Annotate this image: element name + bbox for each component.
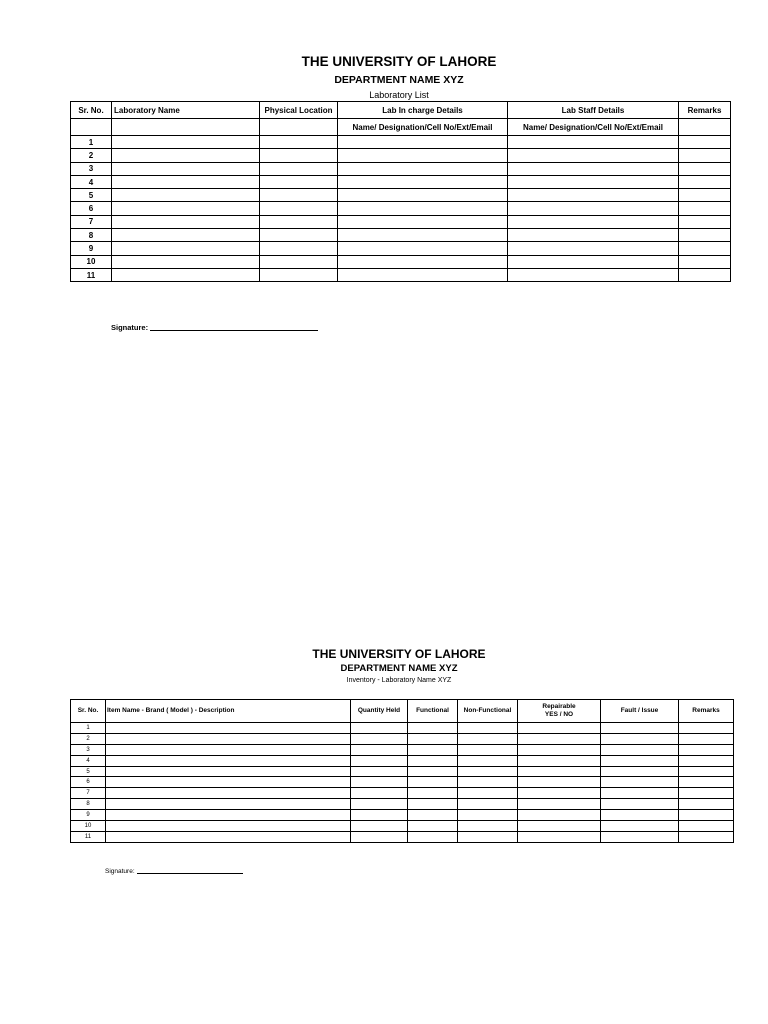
- repairable-cell[interactable]: [518, 810, 601, 821]
- repairable-cell[interactable]: [518, 831, 601, 842]
- non-functional-cell[interactable]: [458, 755, 518, 766]
- table-row: [71, 810, 734, 821]
- item-description-cell[interactable]: [106, 788, 351, 799]
- fault-issue-cell[interactable]: [601, 755, 679, 766]
- header-physical-location: Physical Location: [260, 102, 338, 119]
- header-non-functional: Non-Functional: [458, 700, 518, 723]
- functional-cell[interactable]: [408, 831, 458, 842]
- laboratory-name-cell[interactable]: [112, 268, 260, 281]
- functional-cell[interactable]: [408, 777, 458, 788]
- row-number: 5: [71, 189, 112, 202]
- physical-location-cell[interactable]: [260, 149, 338, 162]
- table-row: [71, 777, 734, 788]
- repairable-cell[interactable]: [518, 744, 601, 755]
- subheader-staff-details: Name/ Designation/Cell No/Ext/Email: [508, 119, 679, 136]
- item-description-cell[interactable]: [106, 766, 351, 777]
- repairable-cell[interactable]: [518, 733, 601, 744]
- remarks-cell[interactable]: [679, 242, 731, 255]
- header-quantity-held: Quantity Held: [351, 700, 408, 723]
- remarks-cell[interactable]: [679, 162, 731, 175]
- physical-location-cell[interactable]: [260, 202, 338, 215]
- remarks-cell[interactable]: [679, 766, 734, 777]
- physical-location-cell[interactable]: [260, 189, 338, 202]
- header-sr-no: Sr. No.: [71, 700, 106, 723]
- non-functional-cell[interactable]: [458, 744, 518, 755]
- remarks-cell[interactable]: [679, 268, 731, 281]
- header-repairable: [518, 700, 601, 723]
- header-remarks: Remarks: [679, 102, 731, 119]
- table-row: [71, 202, 731, 215]
- form1-signature: [111, 323, 318, 332]
- lab-staff-cell[interactable]: [508, 162, 679, 175]
- table-row: [71, 268, 731, 281]
- remarks-cell[interactable]: [679, 255, 731, 268]
- physical-location-cell[interactable]: [260, 136, 338, 149]
- fault-issue-cell[interactable]: [601, 799, 679, 810]
- row-number: 2: [71, 733, 106, 744]
- lab-incharge-cell[interactable]: [338, 215, 508, 228]
- remarks-cell[interactable]: [679, 799, 734, 810]
- remarks-cell[interactable]: [679, 229, 731, 242]
- item-description-cell[interactable]: [106, 810, 351, 821]
- physical-location-cell[interactable]: [260, 162, 338, 175]
- functional-cell[interactable]: [408, 799, 458, 810]
- lab-incharge-cell[interactable]: [338, 242, 508, 255]
- lab-staff-cell[interactable]: [508, 242, 679, 255]
- non-functional-cell[interactable]: [458, 733, 518, 744]
- table-row: [71, 831, 734, 842]
- quantity-held-cell[interactable]: [351, 733, 408, 744]
- row-number: 9: [71, 242, 112, 255]
- lab-incharge-cell[interactable]: [338, 189, 508, 202]
- row-number: 2: [71, 149, 112, 162]
- lab-incharge-cell[interactable]: [338, 255, 508, 268]
- remarks-cell[interactable]: [679, 149, 731, 162]
- table-row: [71, 189, 731, 202]
- item-description-cell[interactable]: [106, 733, 351, 744]
- fault-issue-cell[interactable]: [601, 723, 679, 734]
- row-number: 8: [71, 799, 106, 810]
- laboratory-name-cell[interactable]: [112, 162, 260, 175]
- fault-issue-cell[interactable]: [601, 733, 679, 744]
- remarks-cell[interactable]: [679, 733, 734, 744]
- remarks-cell[interactable]: [679, 189, 731, 202]
- quantity-held-cell[interactable]: [351, 821, 408, 832]
- signature-line[interactable]: [150, 330, 318, 331]
- laboratory-name-cell[interactable]: [112, 229, 260, 242]
- physical-location-cell[interactable]: [260, 215, 338, 228]
- remarks-cell[interactable]: [679, 777, 734, 788]
- quantity-held-cell[interactable]: [351, 777, 408, 788]
- table-header-row: [71, 700, 734, 723]
- row-number: 11: [71, 831, 106, 842]
- fault-issue-cell[interactable]: [601, 777, 679, 788]
- header-functional: Functional: [408, 700, 458, 723]
- fault-issue-cell[interactable]: [601, 788, 679, 799]
- signature-label: Signature:: [111, 323, 149, 332]
- table-row: [71, 242, 731, 255]
- lab-incharge-cell[interactable]: [338, 202, 508, 215]
- lab-staff-cell[interactable]: [508, 215, 679, 228]
- repairable-cell[interactable]: [518, 799, 601, 810]
- non-functional-cell[interactable]: [458, 777, 518, 788]
- remarks-cell[interactable]: [679, 136, 731, 149]
- non-functional-cell[interactable]: [458, 799, 518, 810]
- header-item-description: Item Name - Brand ( Model ) - Description: [106, 700, 351, 723]
- form2-department: DEPARTMENT NAME XYZ: [340, 663, 458, 674]
- functional-cell[interactable]: [408, 744, 458, 755]
- row-number: 3: [71, 744, 106, 755]
- table-row: [71, 821, 734, 832]
- repairable-cell[interactable]: [518, 766, 601, 777]
- remarks-cell[interactable]: [679, 755, 734, 766]
- signature-line[interactable]: [137, 873, 243, 874]
- row-number: 3: [71, 162, 112, 175]
- row-number: 6: [71, 202, 112, 215]
- header-lab-incharge: Lab In charge Details: [338, 102, 508, 119]
- row-number: 7: [71, 215, 112, 228]
- row-number: 5: [71, 766, 106, 777]
- quantity-held-cell[interactable]: [351, 831, 408, 842]
- lab-incharge-cell[interactable]: [338, 162, 508, 175]
- laboratory-name-cell[interactable]: [112, 175, 260, 188]
- functional-cell[interactable]: [408, 755, 458, 766]
- lab-staff-cell[interactable]: [508, 189, 679, 202]
- repairable-cell[interactable]: [518, 777, 601, 788]
- lab-staff-cell[interactable]: [508, 268, 679, 281]
- table-row: [71, 175, 731, 188]
- remarks-cell[interactable]: [679, 810, 734, 821]
- table-row: [71, 766, 734, 777]
- physical-location-cell[interactable]: [260, 255, 338, 268]
- laboratory-name-cell[interactable]: [112, 255, 260, 268]
- laboratory-name-cell[interactable]: [112, 189, 260, 202]
- quantity-held-cell[interactable]: [351, 766, 408, 777]
- table-header-row: [71, 102, 731, 119]
- row-number: 11: [71, 268, 112, 281]
- lab-staff-cell[interactable]: [508, 136, 679, 149]
- lab-incharge-cell[interactable]: [338, 229, 508, 242]
- header-repairable-options: YES / NO: [544, 711, 574, 718]
- item-description-cell[interactable]: [106, 723, 351, 734]
- lab-staff-cell[interactable]: [508, 149, 679, 162]
- item-description-cell[interactable]: [106, 821, 351, 832]
- table-row: [71, 723, 734, 734]
- remarks-cell[interactable]: [679, 744, 734, 755]
- table-row: [71, 799, 734, 810]
- subheader-empty: [679, 119, 731, 136]
- remarks-cell[interactable]: [679, 175, 731, 188]
- fault-issue-cell[interactable]: [601, 831, 679, 842]
- table-row: [71, 755, 734, 766]
- repairable-cell[interactable]: [518, 723, 601, 734]
- remarks-cell[interactable]: [679, 788, 734, 799]
- form2-subtitle: Inventory - Laboratory Name XYZ: [346, 677, 452, 684]
- repairable-cell[interactable]: [518, 755, 601, 766]
- header-repairable-label: Repairable: [542, 703, 576, 710]
- table-row: [71, 162, 731, 175]
- row-number: 8: [71, 229, 112, 242]
- lab-incharge-cell[interactable]: [338, 149, 508, 162]
- laboratory-name-cell[interactable]: [112, 136, 260, 149]
- non-functional-cell[interactable]: [458, 821, 518, 832]
- item-description-cell[interactable]: [106, 755, 351, 766]
- functional-cell[interactable]: [408, 821, 458, 832]
- header-sr-no: Sr. No.: [71, 102, 112, 119]
- quantity-held-cell[interactable]: [351, 810, 408, 821]
- table-row: [71, 744, 734, 755]
- quantity-held-cell[interactable]: [351, 755, 408, 766]
- header-laboratory-name: Laboratory Name: [112, 102, 260, 119]
- remarks-cell[interactable]: [679, 723, 734, 734]
- table-row: [71, 229, 731, 242]
- item-description-cell[interactable]: [106, 744, 351, 755]
- table-row: [71, 149, 731, 162]
- physical-location-cell[interactable]: [260, 175, 338, 188]
- table-row: [71, 136, 731, 149]
- repairable-cell[interactable]: [518, 821, 601, 832]
- table-row: [71, 733, 734, 744]
- physical-location-cell[interactable]: [260, 268, 338, 281]
- subheader-empty: [71, 119, 112, 136]
- inventory-table: [70, 699, 734, 843]
- fault-issue-cell[interactable]: [601, 810, 679, 821]
- header-fault-issue: Fault / Issue: [601, 700, 679, 723]
- remarks-cell[interactable]: [679, 202, 731, 215]
- form1-title: THE UNIVERSITY OF LAHORE: [301, 54, 497, 69]
- functional-cell[interactable]: [408, 766, 458, 777]
- non-functional-cell[interactable]: [458, 766, 518, 777]
- quantity-held-cell[interactable]: [351, 799, 408, 810]
- signature-label: Signature:: [105, 868, 135, 875]
- table-row: [71, 788, 734, 799]
- row-number: 7: [71, 788, 106, 799]
- header-lab-staff: Lab Staff Details: [508, 102, 679, 119]
- header-remarks: Remarks: [679, 700, 734, 723]
- lab-staff-cell[interactable]: [508, 175, 679, 188]
- repairable-cell[interactable]: [518, 788, 601, 799]
- item-description-cell[interactable]: [106, 799, 351, 810]
- laboratory-name-cell[interactable]: [112, 202, 260, 215]
- lab-staff-cell[interactable]: [508, 229, 679, 242]
- row-number: 1: [71, 136, 112, 149]
- subheader-empty: [112, 119, 260, 136]
- functional-cell[interactable]: [408, 810, 458, 821]
- remarks-cell[interactable]: [679, 215, 731, 228]
- fault-issue-cell[interactable]: [601, 766, 679, 777]
- form1-department: DEPARTMENT NAME XYZ: [334, 74, 464, 86]
- remarks-cell[interactable]: [679, 831, 734, 842]
- fault-issue-cell[interactable]: [601, 821, 679, 832]
- physical-location-cell[interactable]: [260, 229, 338, 242]
- non-functional-cell[interactable]: [458, 723, 518, 734]
- quantity-held-cell[interactable]: [351, 744, 408, 755]
- table-row: [71, 215, 731, 228]
- lab-incharge-cell[interactable]: [338, 175, 508, 188]
- lab-staff-cell[interactable]: [508, 255, 679, 268]
- functional-cell[interactable]: [408, 723, 458, 734]
- quantity-held-cell[interactable]: [351, 788, 408, 799]
- subheader-incharge-details: Name/ Designation/Cell No/Ext/Email: [338, 119, 508, 136]
- item-description-cell[interactable]: [106, 831, 351, 842]
- functional-cell[interactable]: [408, 733, 458, 744]
- non-functional-cell[interactable]: [458, 831, 518, 842]
- item-description-cell[interactable]: [106, 777, 351, 788]
- table-row: [71, 255, 731, 268]
- form2-title: THE UNIVERSITY OF LAHORE: [312, 647, 486, 661]
- row-number: 10: [71, 255, 112, 268]
- fault-issue-cell[interactable]: [601, 744, 679, 755]
- form2-signature: [105, 868, 243, 875]
- lab-incharge-cell[interactable]: [338, 136, 508, 149]
- row-number: 1: [71, 723, 106, 734]
- subheader-empty: [260, 119, 338, 136]
- physical-location-cell[interactable]: [260, 242, 338, 255]
- quantity-held-cell[interactable]: [351, 723, 408, 734]
- table-subheader-row: [71, 119, 731, 136]
- laboratory-list-table: [70, 101, 731, 282]
- row-number: 6: [71, 777, 106, 788]
- row-number: 4: [71, 175, 112, 188]
- laboratory-name-cell[interactable]: [112, 242, 260, 255]
- non-functional-cell[interactable]: [458, 788, 518, 799]
- non-functional-cell[interactable]: [458, 810, 518, 821]
- lab-incharge-cell[interactable]: [338, 268, 508, 281]
- lab-staff-cell[interactable]: [508, 202, 679, 215]
- row-number: 9: [71, 810, 106, 821]
- laboratory-name-cell[interactable]: [112, 215, 260, 228]
- laboratory-name-cell[interactable]: [112, 149, 260, 162]
- functional-cell[interactable]: [408, 788, 458, 799]
- row-number: 4: [71, 755, 106, 766]
- form1-subtitle: Laboratory List: [369, 90, 429, 100]
- remarks-cell[interactable]: [679, 821, 734, 832]
- row-number: 10: [71, 821, 106, 832]
